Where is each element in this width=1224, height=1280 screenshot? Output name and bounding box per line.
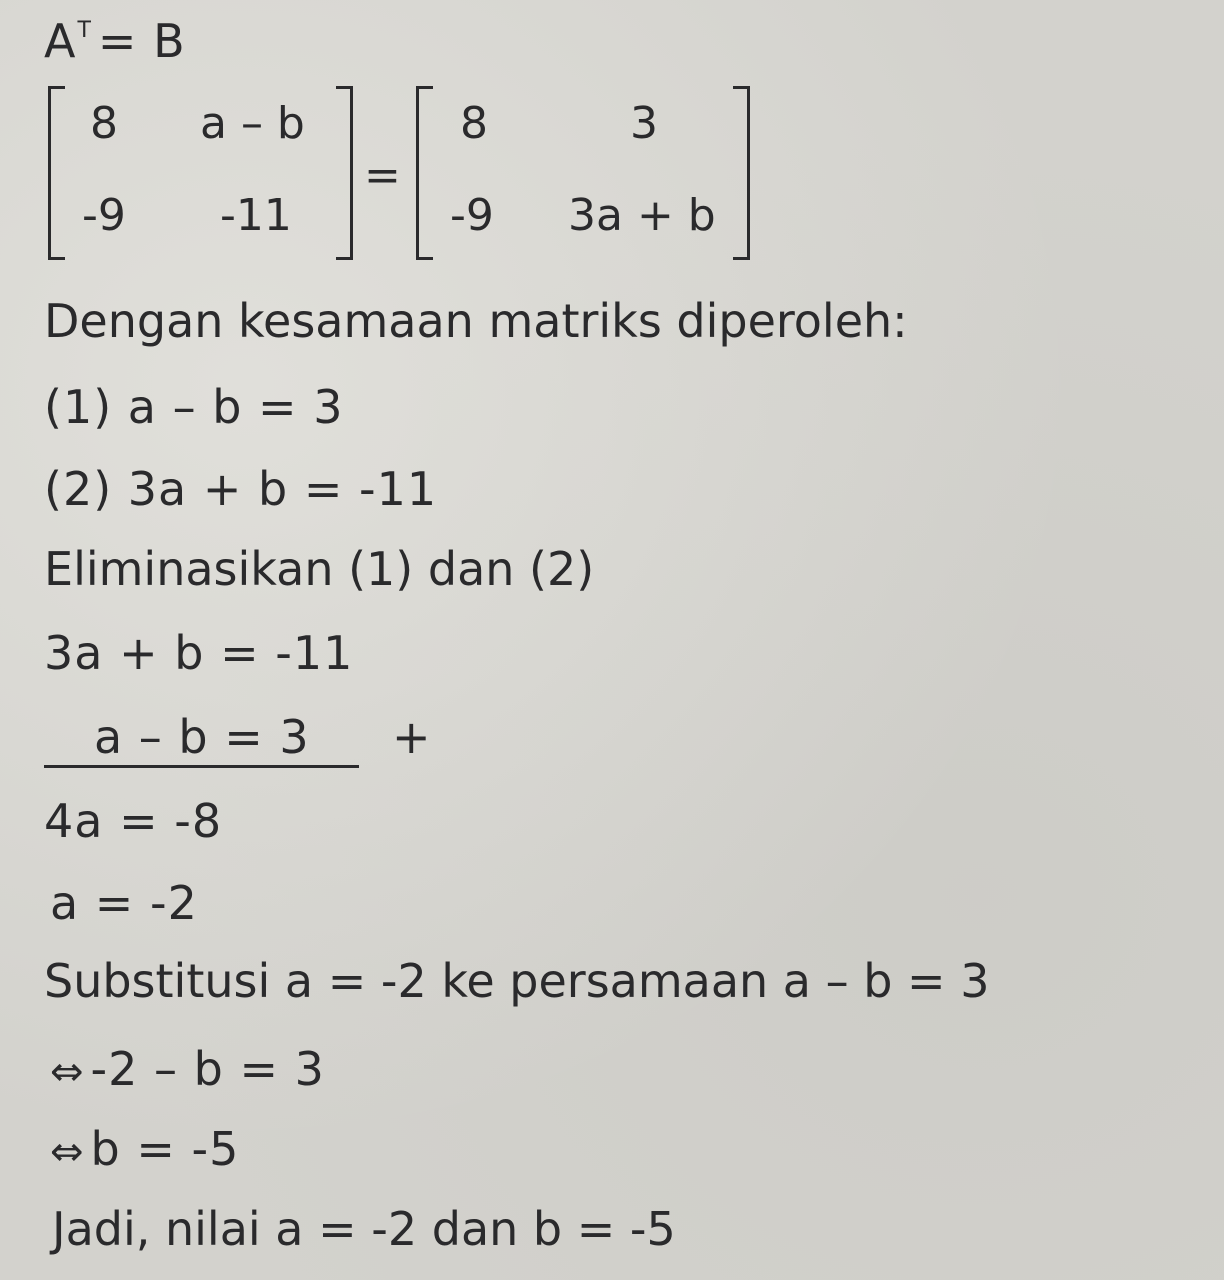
matrix-right-r1c2: 3 (630, 98, 658, 149)
matrix-left-r1c1: 8 (90, 98, 118, 149)
substitution-text: Substitusi a = -2 ke persamaan a – b = 3 (44, 954, 990, 1008)
sum-line (44, 765, 359, 768)
matrix-right-r1c1: 8 (460, 98, 488, 149)
matrix-left-r2c1: -9 (82, 190, 126, 241)
elimination-plus: + (392, 710, 432, 764)
matrix-left-r1c2: a – b (200, 98, 305, 149)
transpose-rhs: = B (97, 14, 186, 68)
equivalence-arrow-icon: ⇔ (50, 1049, 85, 1095)
equation-1: (1) a – b = 3 (44, 380, 344, 434)
elimination-line-1: 3a + b = -11 (44, 626, 354, 680)
right-bracket (733, 86, 750, 260)
matrix-left-r2c2: -11 (220, 190, 292, 241)
matrix-equals-sign: = (364, 150, 401, 201)
equation-2: (2) 3a + b = -11 (44, 462, 438, 516)
result-4a: 4a = -8 (44, 794, 223, 848)
intro-text: Dengan kesamaan matriks diperoleh: (44, 294, 908, 348)
step-2-expression: b = -5 (90, 1122, 240, 1176)
equivalence-arrow-icon: ⇔ (50, 1129, 85, 1175)
step-1-expression: -2 – b = 3 (90, 1042, 325, 1096)
transpose-lhs: A (44, 14, 77, 68)
matrix-right-r2c1: -9 (450, 190, 494, 241)
elimination-line-2: a – b = 3 (94, 710, 310, 764)
transpose-equation (44, 14, 186, 68)
conclusion-text: Jadi, nilai a = -2 dan b = -5 (52, 1202, 676, 1256)
matrix-right-r2c2: 3a + b (568, 190, 716, 241)
step-1 (50, 1042, 325, 1096)
transpose-superscript: T (77, 18, 92, 43)
matrix-left (48, 86, 353, 256)
left-bracket (416, 86, 433, 260)
matrix-right (416, 86, 750, 256)
left-bracket (48, 86, 65, 260)
step-2 (50, 1122, 240, 1176)
right-bracket (336, 86, 353, 260)
result-a: a = -2 (50, 876, 198, 930)
elimination-heading: Eliminasikan (1) dan (2) (44, 542, 595, 596)
